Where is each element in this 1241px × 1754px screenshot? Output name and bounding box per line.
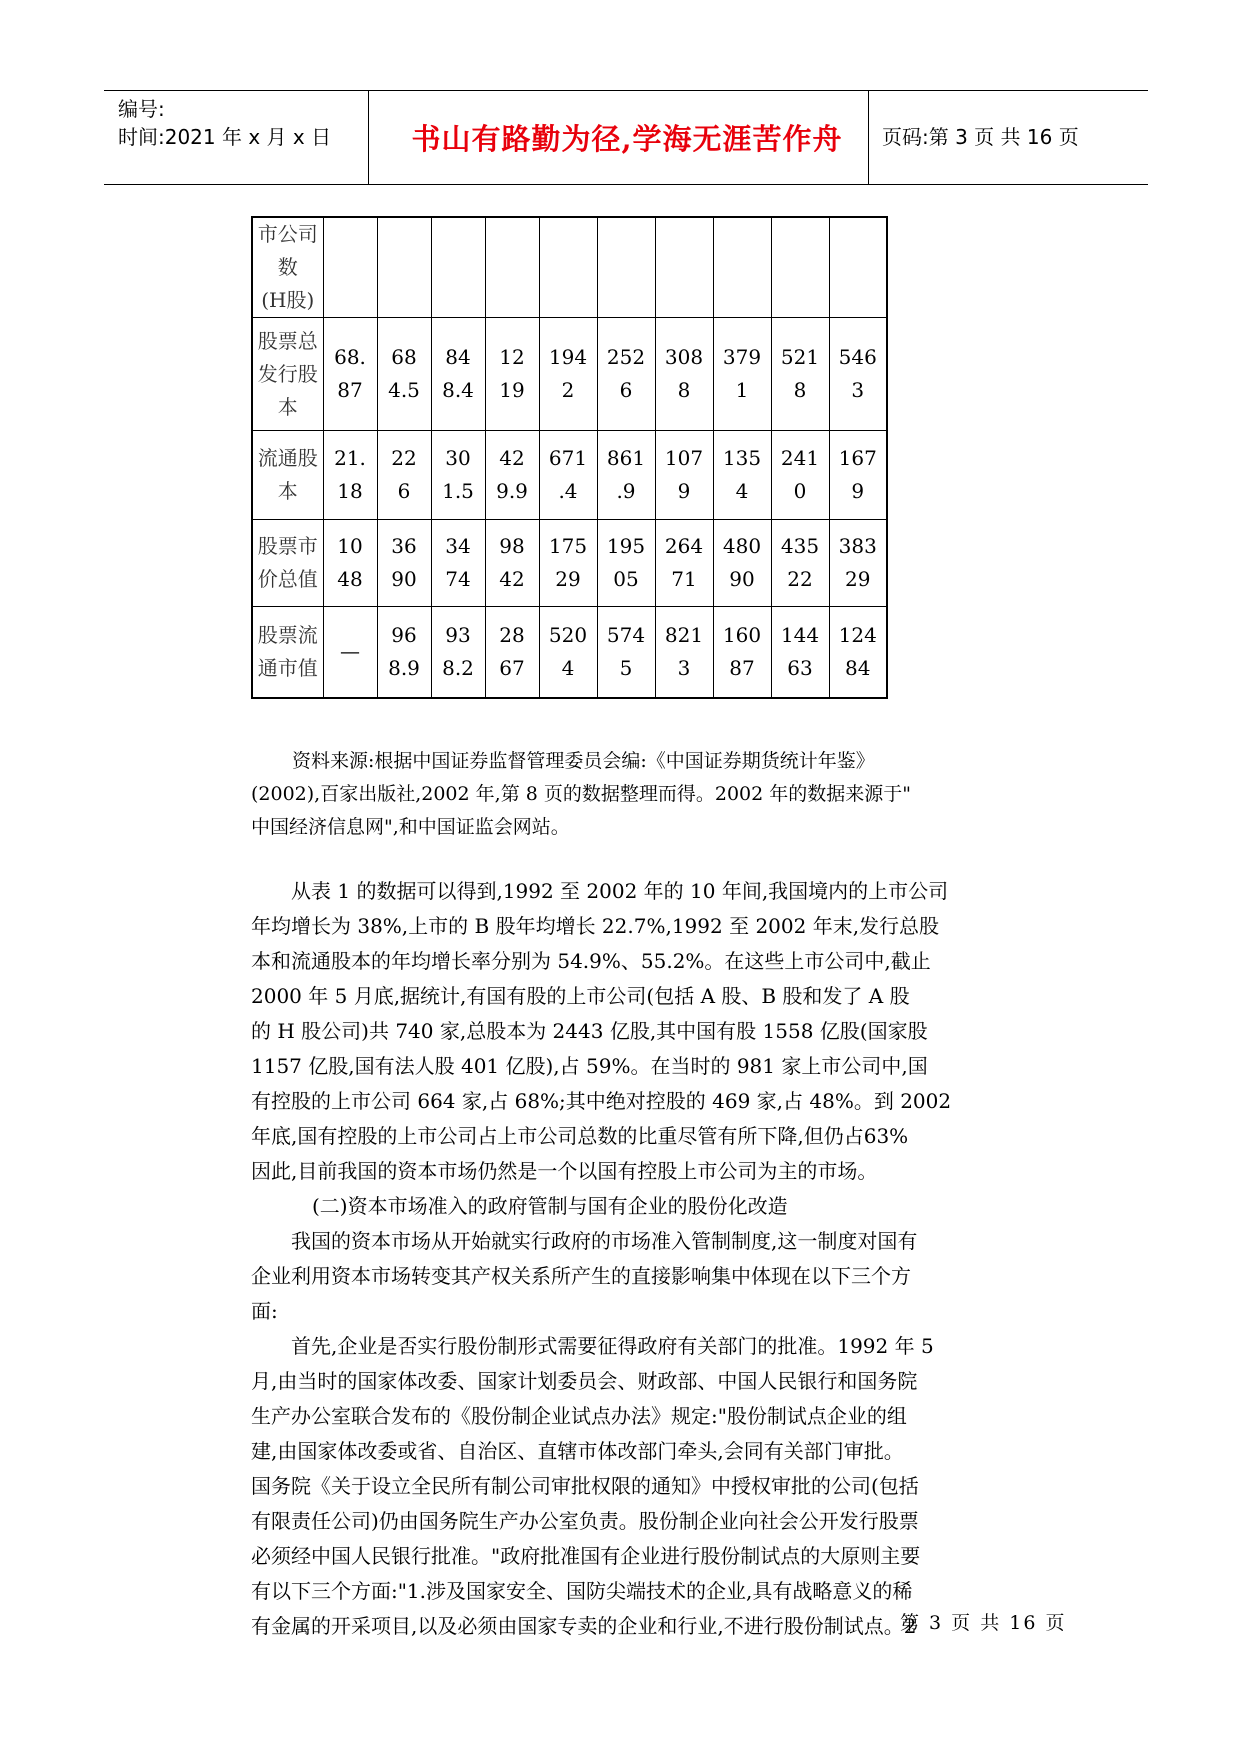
table-cell <box>771 520 829 607</box>
cell-value-line: 520 <box>548 622 588 647</box>
cell-value-line: 241 <box>780 446 820 470</box>
source-note-line: (2002),百家出版社,2002 年,第 8 页的数据整理而得。2002 年的数据来源于" <box>251 783 911 805</box>
text-line: 1157 亿股,国有法人股 401 亿股),占 59%。在当时的 981 家上市公司中,国 <box>251 1054 928 1078</box>
table-row <box>252 318 887 431</box>
cell-value-line: 3 <box>851 378 865 402</box>
table-cell <box>323 520 377 607</box>
section-heading <box>251 1189 997 1224</box>
text-line: 有以下三个方面:"1.涉及国家安全、国防尖端技术的企业,具有战略意义的稀 <box>251 1579 913 1603</box>
row-label-line: 股票市 <box>257 534 318 558</box>
cell-value-line: 63 <box>787 655 813 680</box>
text-line: 从表 1 的数据可以得到,1992 至 2002 年的 10 年间,我国境内的上市公司 <box>291 879 949 903</box>
table-cell <box>539 318 597 431</box>
cell-value-line: 252 <box>606 345 646 369</box>
cell-value-line: .9 <box>616 479 636 503</box>
row-label-line: 流通股 <box>257 446 318 470</box>
header-divider <box>868 91 869 184</box>
cell-value-line: 574 <box>606 622 646 647</box>
cell-value-line: 9 <box>677 479 691 503</box>
cell-value-line: 84 <box>445 345 471 369</box>
document-time-label: 时间:2021 年 x 月 x 日 <box>118 125 332 149</box>
table-cell <box>713 520 771 607</box>
header-meta <box>118 95 368 151</box>
cell-value-line: 22 <box>391 446 417 470</box>
cell-value-line: 264 <box>664 534 704 558</box>
cell-value-line: 90 <box>391 567 417 591</box>
text-line: (二)资本市场准入的政府管制与国有企业的股份化改造 <box>312 1194 788 1218</box>
cell-value-line: 74 <box>445 567 471 591</box>
cell-value-line: 05 <box>613 567 639 591</box>
row-label-line: 股票流 <box>257 622 318 647</box>
cell-value-line: 195 <box>606 534 646 558</box>
cell-value-line: 30 <box>445 446 471 470</box>
cell-value-line: 42 <box>499 567 525 591</box>
cell-value-line: 18 <box>337 479 363 503</box>
body-paragraph <box>251 1224 997 1329</box>
table-cell <box>323 431 377 520</box>
table-cell <box>771 217 829 318</box>
table-row <box>252 520 887 607</box>
row-label <box>252 431 323 520</box>
cell-value-line: 8 <box>677 378 691 402</box>
table-cell <box>655 431 713 520</box>
text-line: 的 H 股公司)共 740 家,总股本为 2443 亿股,其中国有股 1558 亿股(国家股 <box>251 1019 928 1043</box>
cell-value-line: 98 <box>499 534 525 558</box>
source-note <box>251 745 996 844</box>
table-cell <box>771 607 829 698</box>
row-label-line: 通市值 <box>257 655 318 680</box>
header-page-number: 页码:第 3 页 共 16 页 <box>882 125 1079 149</box>
cell-value-line: 84 <box>845 655 871 680</box>
row-label-line: 发行股 <box>257 361 318 386</box>
table-cell <box>539 520 597 607</box>
body-paragraph <box>251 1329 997 1644</box>
text-line: 月,由当时的国家体改委、国家计划委员会、财政部、中国人民银行和国务院 <box>251 1369 918 1393</box>
table-cell <box>713 607 771 698</box>
table-cell <box>713 431 771 520</box>
cell-value-line: 144 <box>780 622 820 647</box>
text-line: 面: <box>251 1299 278 1323</box>
table-cell <box>323 217 377 318</box>
page-footer: 第 3 页 共 16 页 <box>900 1612 1067 1634</box>
cell-value-line: 194 <box>548 345 588 369</box>
table-cell <box>829 607 887 698</box>
cell-value-line: 308 <box>664 345 704 369</box>
text-line: 建,由国家体改委或省、自治区、直辖市体改部门牵头,会同有关部门审批。 <box>251 1439 904 1463</box>
cell-value-line: 1 <box>735 378 749 402</box>
cell-value-line: 383 <box>838 534 877 558</box>
header-motto: 书山有路勤为径,学海无涯苦作舟 <box>411 122 843 156</box>
table-cell <box>377 431 431 520</box>
table-cell <box>597 217 655 318</box>
cell-value-line: 67 <box>499 655 525 680</box>
text-line: 国务院《关于设立全民所有制公司审批权限的通知》中授权审批的公司(包括 <box>251 1474 919 1498</box>
cell-value-line: 0 <box>793 479 807 503</box>
table-cell <box>829 318 887 431</box>
cell-value-line: 3 <box>677 655 691 680</box>
table-cell <box>655 607 713 698</box>
row-label-line: 本 <box>277 394 298 419</box>
table-cell <box>597 431 655 520</box>
cell-value-line: 124 <box>838 622 877 647</box>
text-line: 企业利用资本市场转变其产权关系所产生的直接影响集中体现在以下三个方 <box>251 1264 911 1288</box>
cell-value-line: 6 <box>619 378 633 402</box>
table-cell <box>597 520 655 607</box>
text-line: 必须经中国人民银行批准。"政府批准国有企业进行股份制试点的大原则主要 <box>251 1544 921 1568</box>
cell-value-line: 34 <box>445 534 471 558</box>
cell-value-line: 22 <box>787 567 813 591</box>
cell-value-line: 521 <box>780 345 820 369</box>
cell-value-line: 379 <box>722 345 762 369</box>
row-label <box>252 520 323 607</box>
cell-value-line: 821 <box>664 622 704 647</box>
cell-value-line: 5 <box>619 655 633 680</box>
cell-value-line: 9.9 <box>496 479 528 503</box>
cell-value-line: 435 <box>780 534 820 558</box>
cell-value-line: 68. <box>334 345 366 369</box>
table-cell <box>485 607 539 698</box>
text-line: 年底,国有控股的上市公司占上市公司总数的比重尽管有所下降,但仍占63% <box>251 1124 909 1148</box>
table-cell <box>771 318 829 431</box>
text-line: 有金属的开采项目,以及必须由国家专卖的企业和行业,不进行股份制试点。2 <box>251 1614 917 1638</box>
table-cell <box>829 431 887 520</box>
row-label-line: 市公司数 <box>257 222 318 279</box>
text-line: 有控股的上市公司 664 家,占 68%;其中绝对控股的 469 家,占 48%。到 2002 <box>251 1089 952 1113</box>
cell-value-line: 71 <box>671 567 697 591</box>
source-note-line: 中国经济信息网",和中国证监会网站。 <box>251 816 570 838</box>
row-label <box>252 607 323 698</box>
row-label-line: (H股) <box>261 288 315 312</box>
cell-value-line: 48 <box>337 567 363 591</box>
table-cell <box>485 520 539 607</box>
table-cell <box>485 431 539 520</box>
cell-value-line: 42 <box>499 446 525 470</box>
cell-value-line: 6 <box>397 479 411 503</box>
text-line: 年均增长为 38%,上市的 B 股年均增长 22.7%,1992 至 2002 年末,发行总股 <box>251 914 940 938</box>
table-cell <box>485 318 539 431</box>
table-cell <box>377 520 431 607</box>
text-line: 首先,企业是否实行股份制形式需要征得政府有关部门的批准。1992 年 5 <box>291 1334 934 1358</box>
cell-value-line: 1.5 <box>442 479 474 503</box>
cell-value-line: 480 <box>722 534 762 558</box>
cell-value-line: 4.5 <box>388 378 420 402</box>
row-label-line: 价总值 <box>257 567 318 591</box>
table-cell <box>323 607 377 698</box>
cell-value-line: 8 <box>793 378 807 402</box>
cell-value-line: 28 <box>499 622 525 647</box>
table-cell <box>597 318 655 431</box>
table-cell <box>771 431 829 520</box>
cell-value-line: 4 <box>561 655 575 680</box>
row-label-line: 股票总 <box>257 328 318 353</box>
cell-value-line: 68 <box>391 345 417 369</box>
table-cell <box>829 520 887 607</box>
table-row <box>252 431 887 520</box>
text-line: 有限责任公司)仍由国务院生产办公室负责。股份制企业向社会公开发行股票 <box>251 1509 919 1533</box>
cell-value-line: 8.4 <box>442 378 474 402</box>
cell-value-line: 19 <box>499 378 525 402</box>
table-cell <box>431 520 485 607</box>
cell-value-line: 2 <box>561 378 575 402</box>
table-cell <box>713 217 771 318</box>
cell-value-line: 90 <box>729 567 755 591</box>
header-divider <box>368 91 369 184</box>
table-cell <box>655 217 713 318</box>
table-cell <box>655 520 713 607</box>
cell-value-line: 87 <box>337 378 363 402</box>
cell-value-line: 160 <box>722 622 762 647</box>
cell-value-line: 10 <box>337 534 363 558</box>
statistics-table <box>251 216 888 699</box>
cell-value-line: 175 <box>548 534 588 558</box>
cell-value-line: 107 <box>664 446 704 470</box>
table-cell <box>377 607 431 698</box>
table-row <box>252 607 887 698</box>
cell-value-line: 29 <box>845 567 871 591</box>
source-note-line: 资料来源:根据中国证券监督管理委员会编:《中国证券期货统计年鉴》 <box>292 750 875 772</box>
page-header <box>104 90 1148 185</box>
table-cell <box>431 431 485 520</box>
cell-value-line: 9 <box>851 479 865 503</box>
row-label <box>252 318 323 431</box>
table-cell <box>655 318 713 431</box>
table-cell <box>431 607 485 698</box>
table-cell <box>431 217 485 318</box>
text-line: 我国的资本市场从开始就实行政府的市场准入管制制度,这一制度对国有 <box>291 1229 918 1253</box>
cell-value-line: 861 <box>606 446 646 470</box>
table-cell <box>323 318 377 431</box>
cell-value-line: 21. <box>334 446 366 470</box>
cell-value-line: 36 <box>391 534 417 558</box>
text-line: 2000 年 5 月底,据统计,有国有股的上市公司(包括 A 股、B 股和发了 A 股 <box>251 984 910 1008</box>
cell-value-line: 12 <box>499 345 525 369</box>
row-label-line: 本 <box>277 479 298 503</box>
table-cell <box>597 607 655 698</box>
cell-value-line: 93 <box>445 622 471 647</box>
table-cell <box>539 607 597 698</box>
row-label <box>252 217 323 318</box>
cell-value-line: 96 <box>391 622 417 647</box>
cell-value-line: 8.2 <box>442 655 474 680</box>
table-cell <box>829 217 887 318</box>
cell-value-line: 4 <box>735 479 749 503</box>
cell-value-line: 546 <box>838 345 877 369</box>
text-line: 本和流通股本的年均增长率分别为 54.9%、55.2%。在这些上市公司中,截止 <box>251 949 931 973</box>
cell-value-line: 671 <box>548 446 588 470</box>
text-line: 因此,目前我国的资本市场仍然是一个以国有控股上市公司为主的市场。 <box>251 1159 878 1183</box>
table-cell <box>377 318 431 431</box>
table-cell <box>539 217 597 318</box>
cell-value-line: 8.9 <box>388 655 420 680</box>
cell-value-line: — <box>340 639 360 664</box>
document-number-label: 编号: <box>118 97 165 121</box>
cell-value-line: 135 <box>722 446 762 470</box>
cell-value-line: .4 <box>558 479 578 503</box>
table-cell <box>539 431 597 520</box>
table-cell <box>431 318 485 431</box>
table-row <box>252 217 887 318</box>
cell-value-line: 29 <box>555 567 581 591</box>
table-cell <box>377 217 431 318</box>
table-cell <box>485 217 539 318</box>
table-cell <box>713 318 771 431</box>
cell-value-line: 87 <box>729 655 755 680</box>
body-paragraph <box>251 874 997 1189</box>
cell-value-line: 167 <box>838 446 877 470</box>
text-line: 生产办公室联合发布的《股份制企业试点办法》规定:"股份制试点企业的组 <box>251 1404 907 1428</box>
